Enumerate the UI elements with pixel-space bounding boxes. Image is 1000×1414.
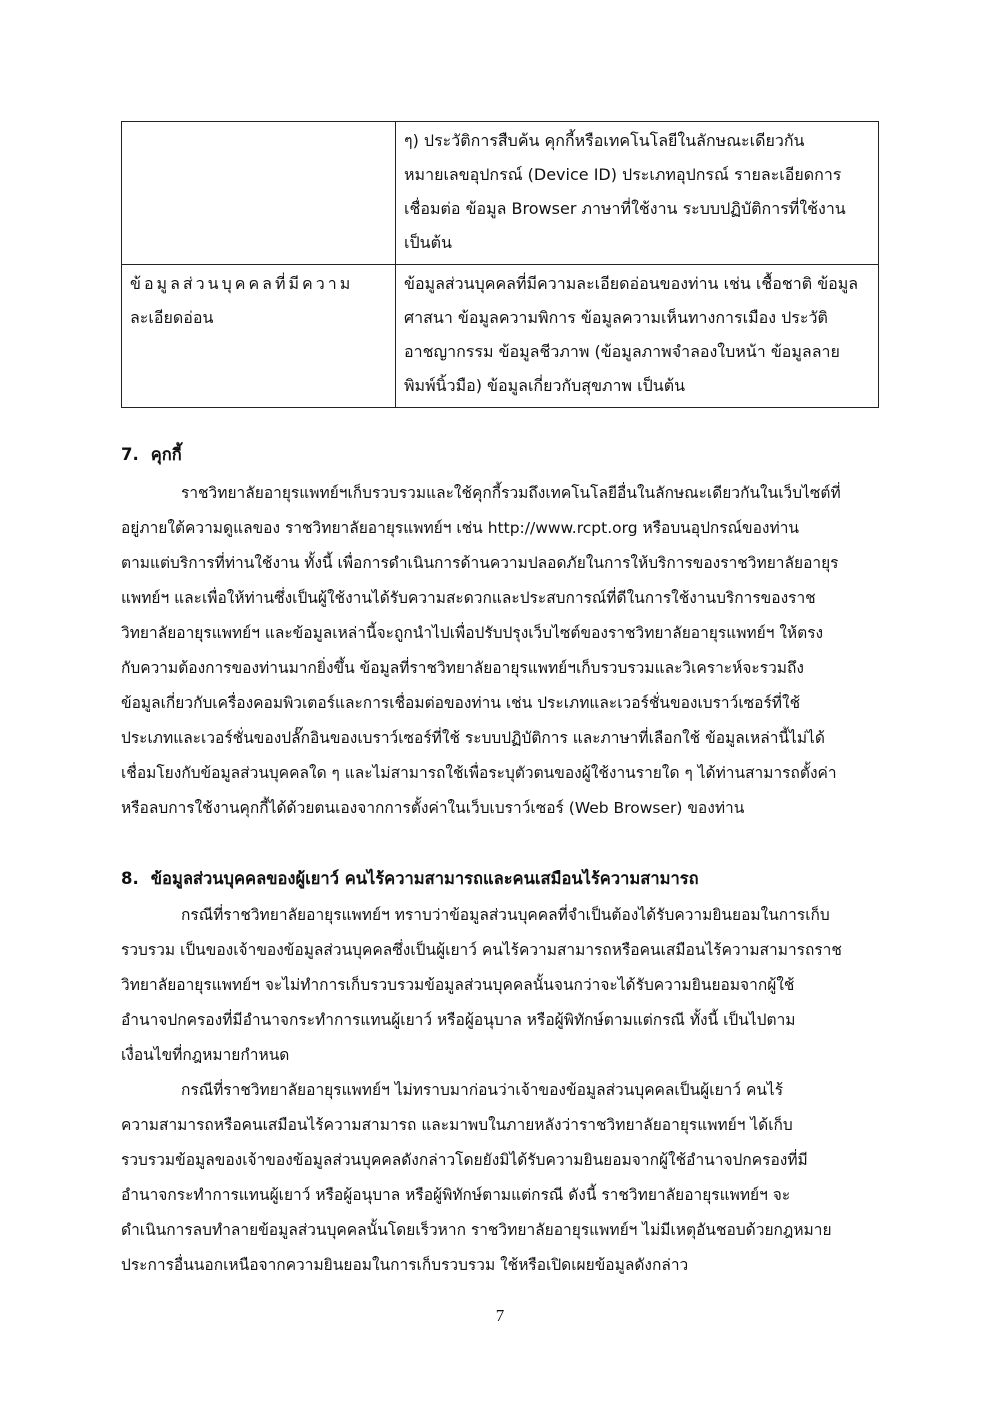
section-number: 8. — [121, 869, 139, 888]
table-cell-category — [122, 122, 396, 265]
cell-text-line: เป็นต้น — [404, 233, 452, 252]
paragraph-line: ความสามารถหรือคนเสมือนไร้ความสามารถ และมาพบในภายหลังว่าราชวิทยาลัยอายุรแพทย์ฯ ได้เก็บ — [121, 1116, 793, 1134]
paragraph-line: กรณีที่ราชวิทยาลัยอายุรแพทย์ฯ ทราบว่าข้อมูลส่วนบุคคลที่จำเป็นต้องได้รับความยินยอมในการเก็บ — [181, 906, 830, 924]
paragraph-line: เงื่อนไขที่กฎหมายกำหนด — [121, 1046, 290, 1064]
table-cell-description — [396, 265, 879, 408]
paragraph-line: อำนาจปกครองที่มีอำนาจกระทำการแทนผู้เยาว์ หรือผู้อนุบาล หรือผู้พิทักษ์ตามแต่กรณี ทั้งนี้ เป็นไปตาม — [121, 1011, 796, 1029]
table-cell-category — [122, 265, 396, 408]
paragraph-line: ข้อมูลเกี่ยวกับเครื่องคอมพิวเตอร์และการเชื่อมต่อของท่าน เช่น ประเภทและเวอร์ชั่นของเบราว์เซอร์ที่ใช้ — [121, 694, 801, 712]
paragraph-line: รวบรวม เป็นของเจ้าของข้อมูลส่วนบุคคลซึ่งเป็นผู้เยาว์ คนไร้ความสามารถหรือคนเสมือนไร้ความสามารถราช — [121, 941, 842, 959]
personal-data-table — [121, 121, 879, 408]
table-row — [122, 122, 879, 265]
cell-text-line: เชื่อมต่อ ข้อมูล Browser ภาษาที่ใช้งาน ระบบปฏิบัติการที่ใช้งาน — [404, 199, 846, 218]
paragraph-line: วิทยาลัยอายุรแพทย์ฯ และข้อมูลเหล่านี้จะถูกนำไปเพื่อปรับปรุงเว็บไซต์ของราชวิทยาลัยอายุรแพทย์ฯ ให้ตรง — [121, 624, 824, 642]
paragraph-line: เชื่อมโยงกับข้อมูลส่วนบุคคลใด ๆ และไม่สามารถใช้เพื่อระบุตัวตนของผู้ใช้งานรายใด ๆ ได้ท่านสามารถตั้งค่า — [121, 764, 837, 782]
section-8-paragraph-1 — [121, 898, 881, 1073]
cell-text-line: ศาสนา ข้อมูลความพิการ ข้อมูลความเห็นทางการเมือง ประวัติ — [404, 308, 828, 327]
cell-text-line: ข้อมูลส่วนบุคคลที่มีความ — [130, 274, 354, 293]
paragraph-line: วิทยาลัยอายุรแพทย์ฯ จะไม่ทำการเก็บรวบรวมข้อมูลส่วนบุคคลนั้นจนกว่าจะได้รับความยินยอมจากผู้ใช้ — [121, 976, 795, 994]
paragraph-line: อยู่ภายใต้ความดูแลของ ราชวิทยาลัยอายุรแพทย์ฯ เช่น http://www.rcpt.org หรือบนอุปกรณ์ของท่าน — [121, 519, 799, 537]
paragraph-line: กรณีที่ราชวิทยาลัยอายุรแพทย์ฯ ไม่ทราบมาก่อนว่าเจ้าของข้อมูลส่วนบุคคลเป็นผู้เยาว์ คนไร้ — [181, 1081, 784, 1099]
paragraph-line: กับความต้องการของท่านมากยิ่งขึ้น ข้อมูลที่ราชวิทยาลัยอายุรแพทย์ฯเก็บรวบรวมและวิเคราะห์จะรวมถึง — [121, 659, 804, 677]
paragraph-line: หรือลบการใช้งานคุกกี้ได้ด้วยตนเองจากการตั้งค่าในเว็บเบราว์เซอร์ (Web Browser) ของท่าน — [121, 799, 745, 817]
paragraph-line: ราชวิทยาลัยอายุรแพทย์ฯเก็บรวบรวมและใช้คุกกี้รวมถึงเทคโนโลยีอื่นในลักษณะเดียวกันในเว็บไซต์ที่ — [181, 484, 841, 502]
table-cell-description — [396, 122, 879, 265]
table-row — [122, 265, 879, 408]
cell-text-line: อาชญากรรม ข้อมูลชีวภาพ (ข้อมูลภาพจำลองใบหน้า ข้อมูลลาย — [404, 342, 840, 361]
paragraph-line: ดำเนินการลบทำลายข้อมูลส่วนบุคคลนั้นโดยเร็วหาก ราชวิทยาลัยอายุรแพทย์ฯ ไม่มีเหตุอันชอบด้วยกฎหมาย — [121, 1221, 832, 1239]
cell-text-line: พิมพ์นิ้วมือ) ข้อมูลเกี่ยวกับสุขภาพ เป็นต้น — [404, 376, 686, 395]
cell-text-line: หมายเลขอุปกรณ์ (Device ID) ประเภทอุปกรณ์ รายละเอียดการ — [404, 165, 842, 184]
paragraph-line: ประการอื่นนอกเหนือจากความยินยอมในการเก็บรวบรวม ใช้หรือเปิดเผยข้อมูลดังกล่าว — [121, 1256, 689, 1274]
paragraph-line: ตามแต่บริการที่ท่านใช้งาน ทั้งนี้ เพื่อการดำเนินการด้านความปลอดภัยในการให้บริการของราชวิทยาลัยอายุร — [121, 554, 839, 572]
section-7-paragraph — [121, 476, 881, 826]
section-7-heading — [121, 442, 182, 468]
section-number: 7. — [121, 445, 139, 464]
page-number: 7 — [495, 1306, 505, 1325]
section-title: ข้อมูลส่วนบุคคลของผู้เยาว์ คนไร้ความสามารถและคนเสมือนไร้ความสามารถ — [150, 869, 699, 888]
cell-text-line: ข้อมูลส่วนบุคคลที่มีความละเอียดอ่อนของท่าน เช่น เชื้อชาติ ข้อมูล — [404, 274, 859, 293]
section-title: คุกกี้ — [150, 445, 182, 464]
cell-text-line: ๆ) ประวัติการสืบค้น คุกกี้หรือเทคโนโลยีในลักษณะเดียวกัน — [404, 131, 805, 150]
paragraph-line: รวบรวมข้อมูลของเจ้าของข้อมูลส่วนบุคคลดังกล่าวโดยยังมิได้รับความยินยอมจากผู้ใช้อำนาจปกครองที่มี — [121, 1151, 808, 1169]
section-8-heading — [121, 866, 699, 892]
paragraph-line: อำนาจกระทำการแทนผู้เยาว์ หรือผู้อนุบาล หรือผู้พิทักษ์ตามแต่กรณี ดังนี้ ราชวิทยาลัยอายุรแพทย์ฯ จะ — [121, 1186, 791, 1204]
paragraph-line: แพทย์ฯ และเพื่อให้ท่านซึ่งเป็นผู้ใช้งานได้รับความสะดวกและประสบการณ์ที่ดีในการใช้งานบริการของราช — [121, 589, 816, 607]
paragraph-line: ประเภทและเวอร์ชั่นของปลั๊กอินของเบราว์เซอร์ที่ใช้ ระบบปฏิบัติการ และภาษาที่เลือกใช้ ข้อมูลเหล่านี้ไม่ได้ — [121, 729, 825, 747]
section-8-paragraph-2 — [121, 1073, 881, 1283]
cell-text-line: ละเอียดอ่อน — [130, 308, 214, 327]
